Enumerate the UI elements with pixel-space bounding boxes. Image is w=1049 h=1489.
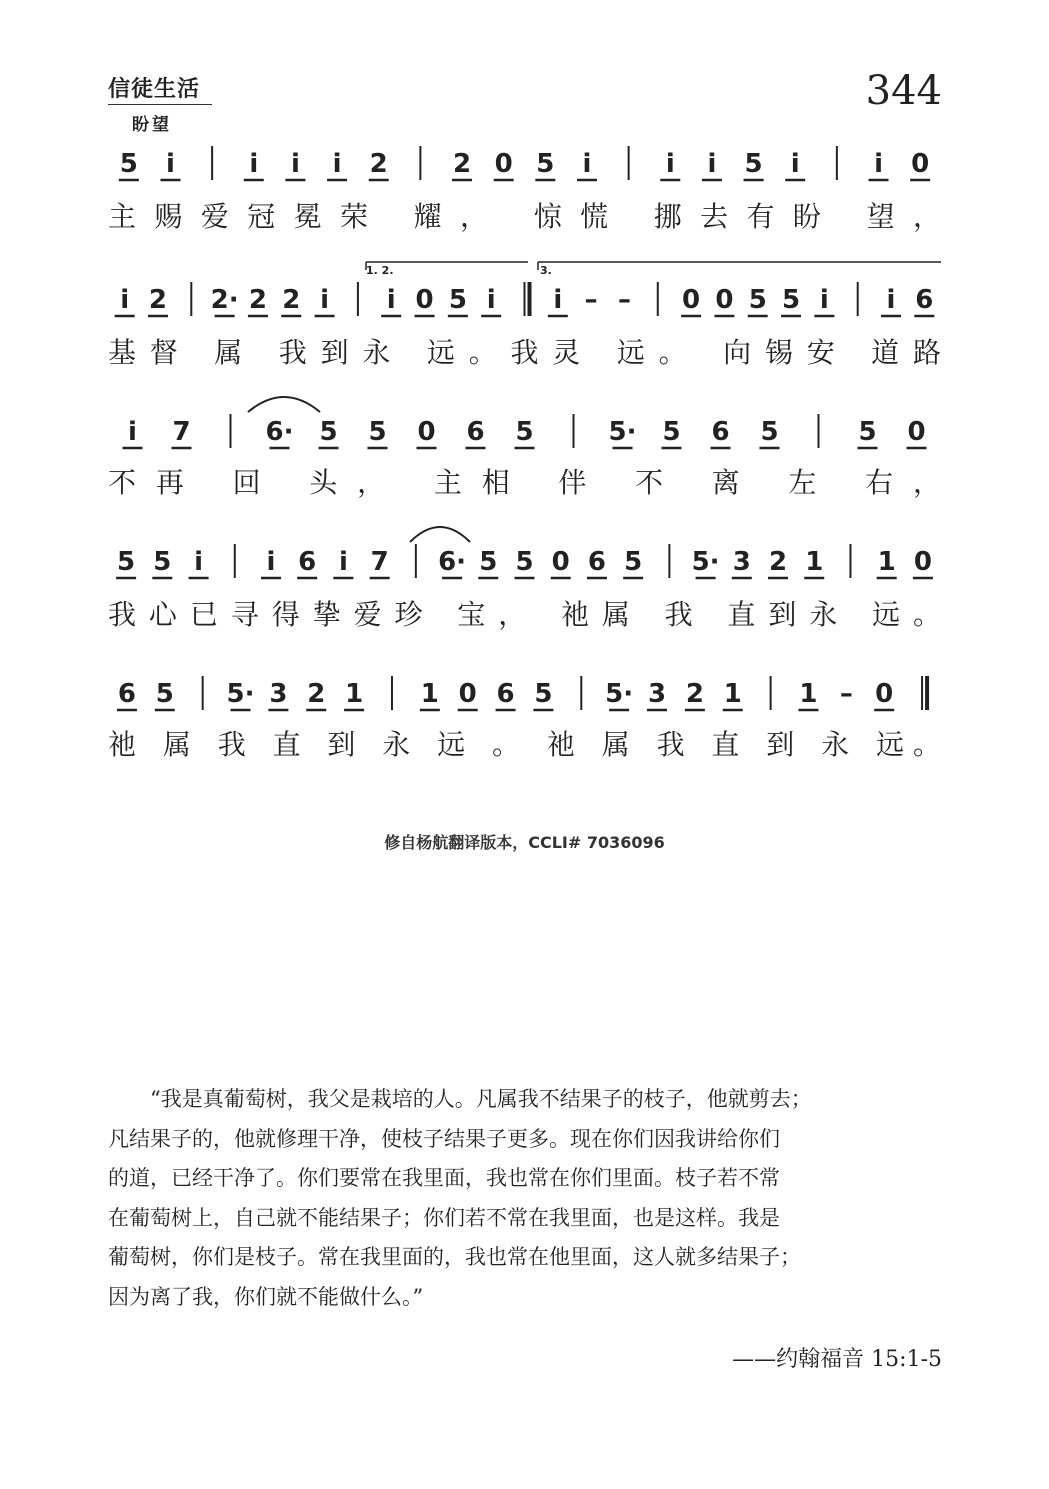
note: 3 xyxy=(647,679,667,709)
note: 5 xyxy=(858,417,877,447)
lyric-line: 祂 属 我 直 到 永 远 。 祂 属 我 直 到 永 远。 xyxy=(108,728,941,761)
note: 0 xyxy=(682,285,701,315)
note: i xyxy=(266,547,276,577)
lyric-line: 我心已寻得挚爱珍 宝， 祂属 我 直到永 远。 xyxy=(108,598,941,631)
note: 5 xyxy=(744,149,763,179)
note: 2 xyxy=(685,679,704,709)
note: 0 xyxy=(458,679,477,709)
note: 1 xyxy=(345,679,364,709)
note: 6 xyxy=(117,679,136,709)
scripture-line: 因为离了我，你们就不能做什么。” xyxy=(108,1284,424,1309)
note: 6 xyxy=(466,417,485,447)
note: i xyxy=(553,285,563,315)
note: 5 xyxy=(515,547,534,577)
note: 5 xyxy=(117,547,136,577)
lyric-line: 不再 回 头， 主相 伴 不 离 左 右， xyxy=(108,466,941,499)
note: 0 xyxy=(551,547,570,577)
scripture-passage xyxy=(108,1080,942,1317)
note: 5 xyxy=(536,149,555,179)
note: 5 xyxy=(448,285,467,315)
note: – xyxy=(584,285,598,315)
note: 6· xyxy=(438,547,467,577)
note: 6 xyxy=(298,547,317,577)
note: 5 xyxy=(624,547,643,577)
note: 0 xyxy=(715,285,734,315)
note: 5 xyxy=(760,417,779,447)
note: 2 xyxy=(452,149,472,179)
note: 5 xyxy=(155,679,174,709)
note: 2 xyxy=(148,285,168,315)
note: 5· xyxy=(605,679,634,709)
note: 5· xyxy=(608,417,637,447)
note: 2· xyxy=(210,285,239,315)
note: i xyxy=(707,149,717,179)
note: 5 xyxy=(748,285,767,315)
category-title: 信徒生活 xyxy=(108,76,201,102)
score-canvas xyxy=(108,140,941,780)
note: 0 xyxy=(913,547,932,577)
note: 1 xyxy=(723,679,742,709)
note: 6· xyxy=(265,417,294,447)
slur xyxy=(410,527,470,542)
note: – xyxy=(617,285,631,315)
note: 0 xyxy=(875,679,894,709)
note: 5 xyxy=(534,679,553,709)
note: 1 xyxy=(420,679,439,709)
note: 0 xyxy=(415,285,434,315)
note: 1 xyxy=(877,547,896,577)
note: i xyxy=(338,547,348,577)
note: 5 xyxy=(662,417,681,447)
note: i xyxy=(886,285,896,315)
note: i xyxy=(665,149,675,179)
note: i xyxy=(819,285,829,315)
scripture-line: 的道，已经干净了。你们要常在我里面，我也常在你们里面。枝子若不常 xyxy=(108,1166,780,1190)
note: i xyxy=(166,149,175,179)
note: 5 xyxy=(153,547,172,577)
note: 5· xyxy=(691,547,720,577)
note: 0 xyxy=(494,149,513,179)
song-title: 盼望 xyxy=(132,115,172,135)
scripture-line: “我是真葡萄树，我父是栽培的人。凡属我不结果子的枝子，他就剪去； xyxy=(108,1087,812,1111)
note: – xyxy=(839,679,853,709)
note: 5 xyxy=(119,149,138,179)
note: i xyxy=(486,285,496,315)
note: 2 xyxy=(369,149,388,179)
note: i xyxy=(874,149,883,179)
note: 2 xyxy=(307,679,326,709)
scripture-line: 在葡萄树上，自己就不能结果子；你们若不常在我里面，也是这样。我是 xyxy=(108,1205,780,1230)
note: 1 xyxy=(805,547,824,577)
slur xyxy=(248,397,320,412)
note: i xyxy=(790,149,800,179)
note: i xyxy=(249,149,259,179)
note: 5 xyxy=(479,547,498,577)
scripture-line: 葡萄树，你们是枝子。常在我里面的，我也常在他里面，这人就多结果子； xyxy=(108,1245,801,1269)
scripture-reference: ——约翰福音 15:1-5 xyxy=(732,1347,942,1372)
note: 0 xyxy=(417,417,436,447)
note: 2 xyxy=(282,285,301,315)
note: i xyxy=(120,285,130,315)
note: 2 xyxy=(248,285,267,315)
note: 3 xyxy=(732,547,751,577)
note: 7 xyxy=(370,547,389,577)
note: i xyxy=(386,285,396,315)
note: i xyxy=(332,149,342,179)
note: i xyxy=(194,547,204,577)
note: i xyxy=(582,149,592,179)
note: 5 xyxy=(515,417,534,447)
note: 0 xyxy=(911,149,930,179)
lyric-line: 主赐爱冠冕荣 耀， 惊慌 挪去有盼 望， xyxy=(108,200,941,233)
note: 6 xyxy=(587,547,606,577)
credit-line: 修自杨航翻译版本，CCLI# 7036096 xyxy=(384,833,665,852)
note: 5 xyxy=(368,417,387,447)
note: 6 xyxy=(915,285,934,315)
lyric-line: 基督 属 我到永 远。我灵 远。 向锡安 道路 xyxy=(108,336,941,369)
note: i xyxy=(320,285,330,315)
music-score xyxy=(108,140,941,780)
scripture-line: 凡结果子的，他就修理干净，使枝子结果子更多。现在你们因我讲给你们 xyxy=(108,1126,780,1151)
note: 6 xyxy=(711,417,730,447)
score-layer xyxy=(108,146,941,761)
hymn-number: 344 xyxy=(865,68,942,114)
note: 7 xyxy=(172,417,191,447)
volta-label: 1. 2. xyxy=(366,264,394,277)
note: 1 xyxy=(799,679,818,709)
note: i xyxy=(290,149,300,179)
note: 5 xyxy=(782,285,801,315)
note: 6 xyxy=(496,679,515,709)
note: 0 xyxy=(907,417,926,447)
note: 5· xyxy=(226,679,255,709)
note: 2 xyxy=(768,547,788,577)
note: 5 xyxy=(319,417,338,447)
volta-label: 3. xyxy=(540,264,552,277)
note: 3 xyxy=(269,679,288,709)
category-underline xyxy=(108,104,212,105)
note: i xyxy=(128,417,137,447)
